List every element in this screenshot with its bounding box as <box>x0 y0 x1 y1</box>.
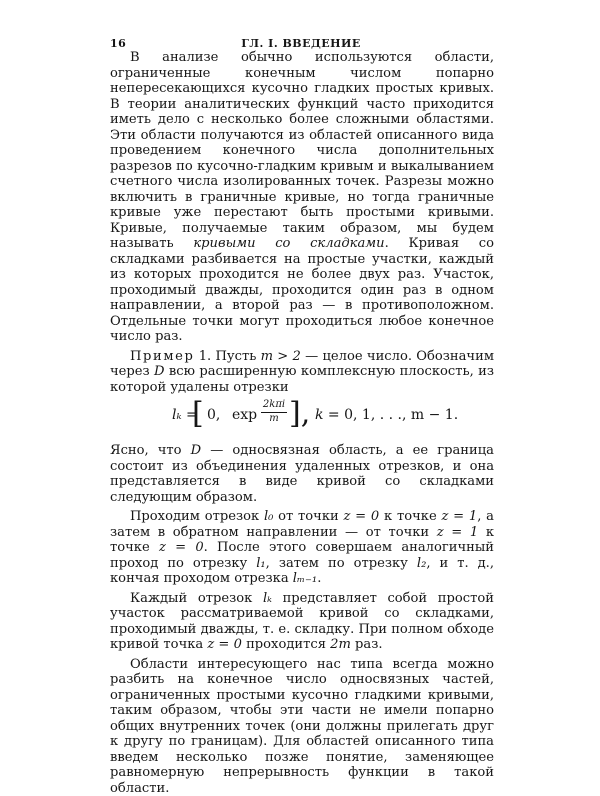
formula-k: k <box>315 407 323 423</box>
term-folded-curves: кривыми со складками <box>193 236 384 251</box>
math-2m: 2m <box>330 637 351 652</box>
math-z1: z = 1 <box>441 509 477 524</box>
p2-text-2: — односвязная область, а ее граница состоит из объединения удаленных отрезков, и она представляется в виде кривой со складками следующим образом. <box>110 443 494 505</box>
example-label: Пример <box>130 349 194 364</box>
math-D-2: D <box>191 443 202 458</box>
p3-text-h: , и т. д., кончая проходом отрезка <box>110 556 494 587</box>
math-z0-c: z = 0 <box>207 637 242 652</box>
page-number: 16 <box>110 37 126 50</box>
chapter-title: ГЛ. I. ВВЕДЕНИЕ <box>110 37 492 50</box>
p4-text-d: раз. <box>351 637 383 652</box>
paragraph-regions <box>110 50 494 345</box>
math-l1: l₁ <box>256 556 265 571</box>
formula-exp: exp <box>232 408 257 424</box>
example-text-2: всю расширенную комплексную плоскость, из которой удалены отрезки <box>110 364 494 395</box>
fraction-numerator: 2kπi <box>261 399 287 413</box>
math-z1-b: z = 1 <box>437 525 478 540</box>
paragraph-fold <box>110 591 494 653</box>
formula-lhs: lₖ = <box>172 408 198 424</box>
p3-text-e: к точке <box>110 525 494 556</box>
formula-fraction <box>261 399 287 425</box>
example-text: — целое число. Обозначим через <box>110 349 494 380</box>
formula-left-bracket: [ <box>192 399 204 429</box>
math-lk: lₖ <box>263 591 272 606</box>
p3-text-c: к точке <box>379 509 441 524</box>
math-z0-b: z = 0 <box>159 540 204 555</box>
paragraph-traversal <box>110 509 494 587</box>
math-l0: l₀ <box>264 509 273 524</box>
paragraph-regions-text-2: . Кривая со складками разбивается на простые участки, каждый из которых проходится не более двух раз. Участок, проходимый дважды, проходится один раз в одном направлении, а второй раз — в противоположном. Отдельные точки могут проходиться любое конечное число раз. <box>110 236 494 344</box>
math-l2: l₂ <box>417 556 426 571</box>
math-lm-1: lₘ₋₁ <box>293 571 317 586</box>
body-text <box>110 50 494 796</box>
p3-text-i: . <box>317 571 321 586</box>
example-1 <box>110 349 494 396</box>
math-z0: z = 0 <box>344 509 380 524</box>
fraction-denominator: m <box>261 413 287 425</box>
formula-range <box>315 408 458 424</box>
paragraph-regions-text: В анализе обычно используются области, ограниченные конечным числом попарно непересекающихся кусочно гладких простых кривых. В теории аналитических функций часто приходится иметь дело с несколько более сложными областями. Эти области получаются из областей описанного вида проведением конечного числа дополнительных разрезов по кусочно-гладким кривым и выкалыванием счетного числа изолированных точек. Разрезы можно включить в граничные кривые, но тогда граничные кривые уже перестают быть простыми кривыми. Кривые, получаемые таким образом, мы будем называть <box>110 50 494 251</box>
formula-right-bracket: ], <box>289 399 310 429</box>
p2-text: Ясно, что <box>110 443 191 458</box>
example-number: 1. Пусть <box>194 349 260 364</box>
example-condition: m > 2 <box>261 349 301 364</box>
formula-zero: 0, <box>207 408 220 424</box>
p4-text-c: проходится <box>242 637 330 652</box>
p3-text: Проходим отрезок <box>130 509 264 524</box>
p4-text: Каждый отрезок <box>130 591 263 606</box>
p3-text-g: , затем по отрезку <box>266 556 417 571</box>
p3-text-d: , а затем в обратном направлении — от точки <box>110 509 494 540</box>
p3-text-f: . После этого совершаем аналогичный проход по отрезку <box>110 540 494 571</box>
formula-range-values: = 0, 1, . . ., m − 1. <box>323 407 458 423</box>
p3-text-b: от точки <box>273 509 343 524</box>
display-formula <box>110 395 494 443</box>
math-D: D <box>154 364 165 379</box>
p4-text-b: представляет собой простой участок рассматриваемой кривой со складками, проходимый дважды, т. е. складку. При полном обходе кривой точка <box>110 591 494 653</box>
paragraph-simply-connected <box>110 443 494 505</box>
paragraph-partition: Области интересующего нас типа всегда можно разбить на конечное число односвязных частей, ограниченных простыми кусочно гладкими кривыми, таким образом, чтобы эти части не имели попарно общих внутренних точек (они должны прилегать друг к другу по границам). Для областей описанного типа введем несколько позже понятие, заменяющее равномерную непрерывность функции в такой области. <box>110 657 494 796</box>
